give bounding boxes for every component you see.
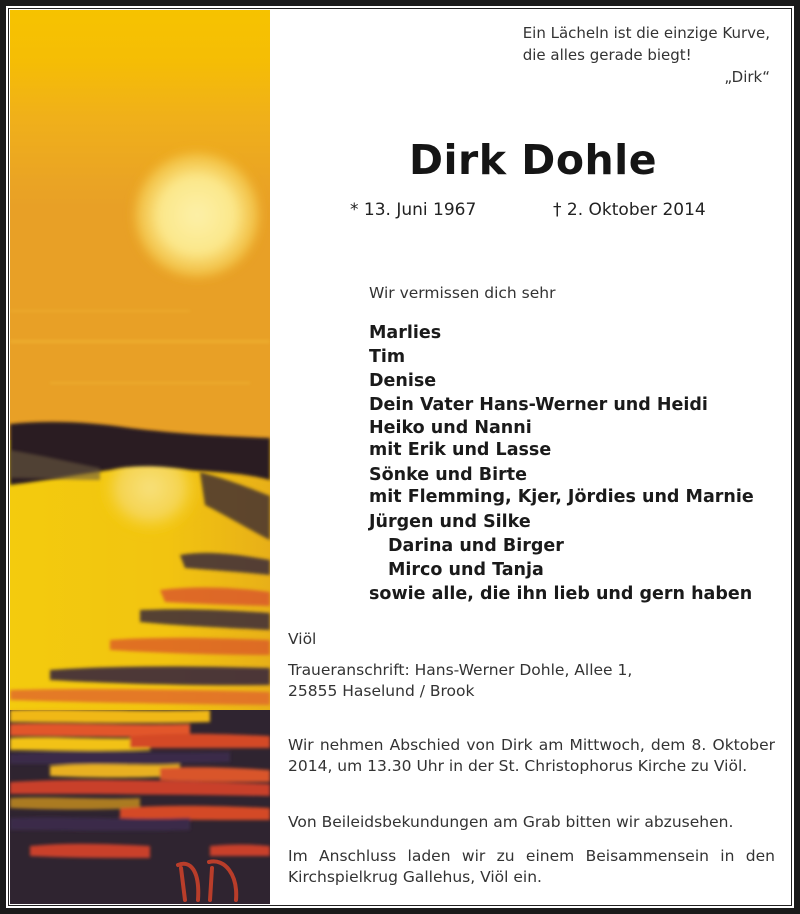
reception-invitation: Im Anschluss laden wir zu einem Beisammensein in den Kirchspielkrug Gallehus, Viöl ein. [288, 847, 775, 886]
mourner-name: Dein Vater Hans-Werner und Heidi [369, 395, 708, 415]
sunset-painting [10, 10, 270, 904]
quote-line-2: die alles gerade biegt! [522, 46, 692, 64]
mourner-name: mit Flemming, Kjer, Jördies und Marnie [369, 487, 754, 507]
address-line-1: Traueranschrift: Hans-Werner Dohle, Allee 1, [288, 661, 633, 679]
mourner-name: Jürgen und Silke [369, 512, 531, 532]
quote-line-1: Ein Lächeln ist die einzige Kurve, [522, 24, 770, 42]
mourner-name: Heiko und Nanni [369, 418, 532, 438]
mourner-name: Darina und Birger [388, 536, 564, 556]
deceased-name: Dirk Dohle [408, 136, 658, 184]
mourner-name: mit Erik und Lasse [369, 440, 552, 460]
mourner-name: Marlies [369, 323, 442, 343]
funeral-service-info: Wir nehmen Abschied von Dirk am Mittwoch, dem 8. Oktober 2014, um 13.30 Uhr in der St. Christophorus Kirche zu Viöl. [288, 736, 775, 775]
mourner-name: Mirco und Tanja [388, 560, 544, 580]
mourner-name: sowie alle, die ihn lieb und gern haben [369, 584, 753, 604]
address-line-2: 25855 Haselund / Brook [288, 682, 475, 700]
condolence-note: Von Beileidsbekundungen am Grab bitten wir abzusehen. [288, 813, 734, 831]
mourner-name: Tim [369, 347, 406, 367]
mourners-intro: Wir vermissen dich sehr [369, 284, 556, 302]
quote-attribution: „Dirk“ [724, 68, 770, 86]
mourner-name: Denise [369, 371, 437, 391]
mourner-name: Sönke und Birte [369, 465, 527, 485]
mourning-address [288, 660, 632, 702]
mourners-list [369, 321, 754, 606]
place: Viöl [288, 630, 317, 648]
birth-date: * 13. Juni 1967 [350, 200, 477, 220]
memorial-quote [523, 22, 770, 88]
death-date: † 2. Oktober 2014 [553, 200, 706, 220]
